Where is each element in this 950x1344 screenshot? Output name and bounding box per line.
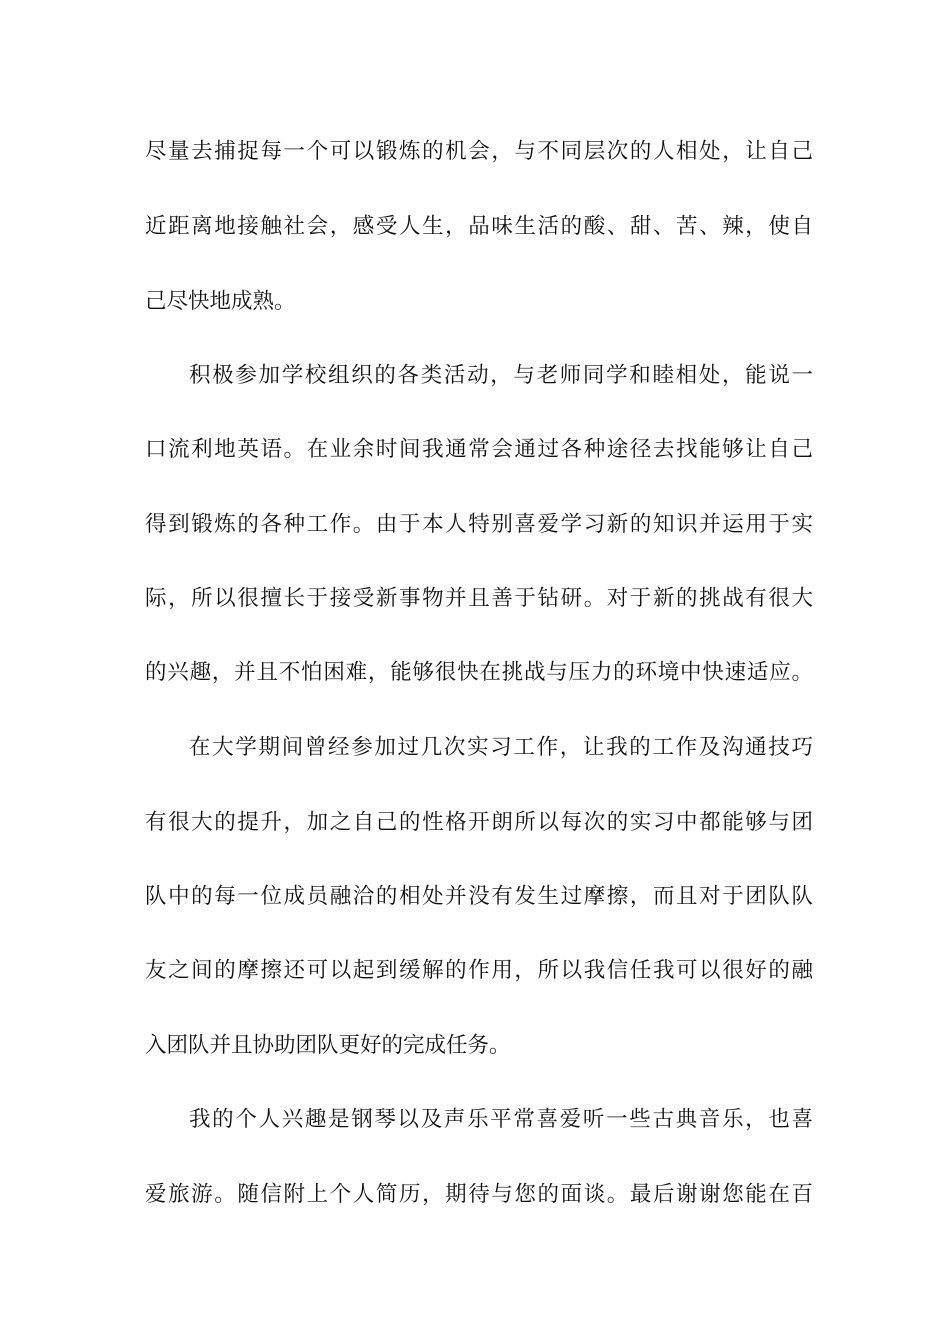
text-line: 队中的每一位成员融洽的相处并没有发生过摩擦，而且对于团队队 xyxy=(145,884,813,909)
text-line: 口流利地英语。在业余时间我通常会通过各种途径去找能够让自己 xyxy=(145,437,813,462)
text-line: 在大学期间曾经参加过几次实习工作，让我的工作及沟通技巧 xyxy=(189,735,813,760)
text-line: 爱旅游。随信附上个人简历，期待与您的面谈。最后谢谢您能在百 xyxy=(145,1182,813,1207)
text-line: 有很大的提升，加之自己的性格开朗所以每次的实习中都能够与团 xyxy=(145,810,813,835)
text-line: 入团队并且协助团队更好的完成任务。 xyxy=(145,1033,511,1058)
text-line: 友之间的摩擦还可以起到缓解的作用，所以我信任我可以很好的融 xyxy=(145,958,813,983)
text-line: 的兴趣，并且不怕困难，能够很快在挑战与压力的环境中快速适应。 xyxy=(145,660,813,685)
text-line: 己尽快地成熟。 xyxy=(145,289,296,314)
text-line: 际，所以很擅长于接受新事物并且善于钻研。对于新的挑战有很大 xyxy=(145,586,813,611)
text-line: 积极参加学校组织的各类活动，与老师同学和睦相处，能说一 xyxy=(189,363,813,388)
text-line: 得到锻炼的各种工作。由于本人特别喜爱学习新的知识并运用于实 xyxy=(145,512,813,537)
text-line: 尽量去捕捉每一个可以锻炼的机会，与不同层次的人相处，让自己 xyxy=(145,139,813,164)
text-line: 我的个人兴趣是钢琴以及声乐平常喜爱听一些古典音乐，也喜 xyxy=(189,1107,813,1132)
text-line: 近距离地接触社会，感受人生，品味生活的酸、甜、苦、辣，使自 xyxy=(145,214,813,239)
